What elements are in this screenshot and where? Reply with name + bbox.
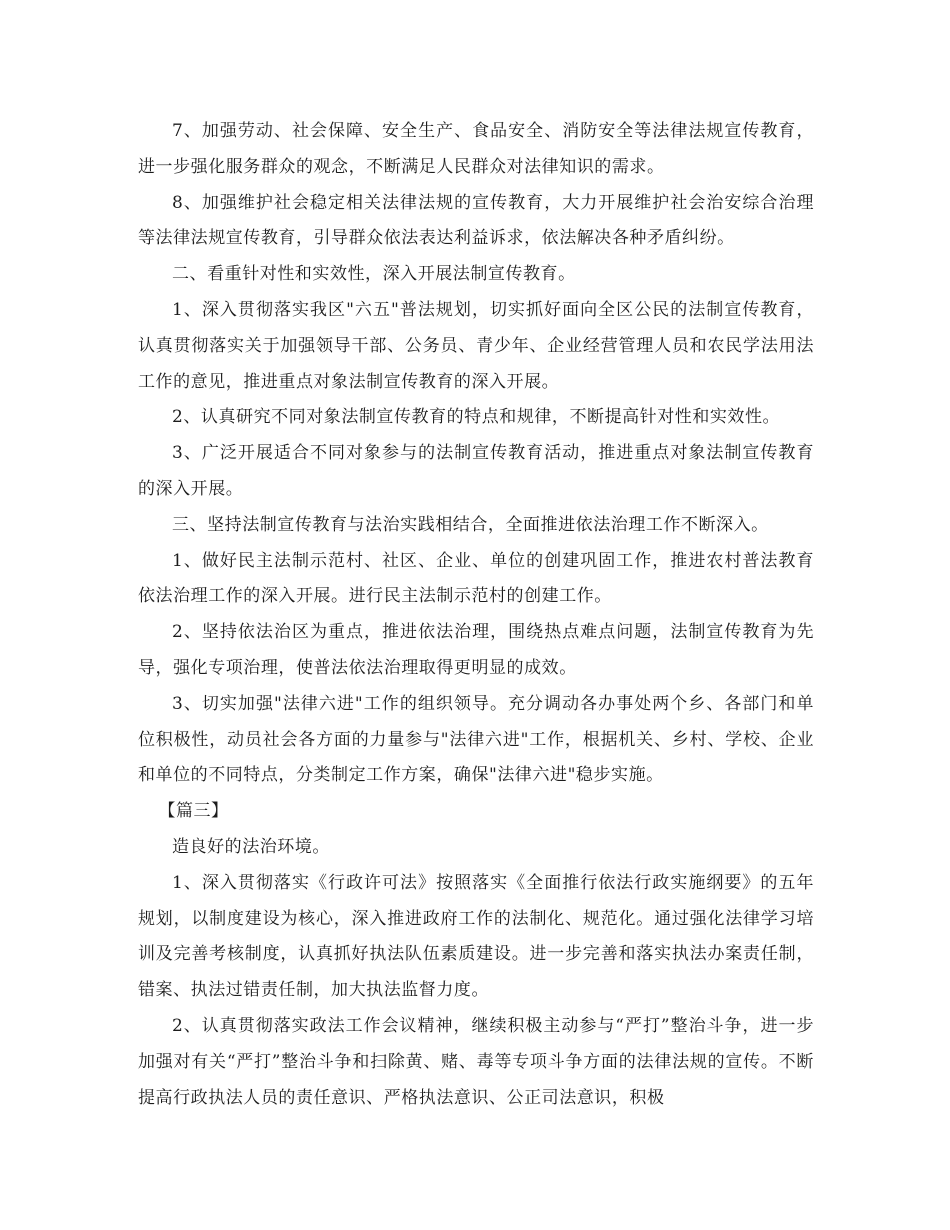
paragraph-three-item-1: 1、做好民主法制示范村、社区、企业、单位的创建巩固工作，推进农村普法教育依法治理工作的深入开展。进行民主法制示范村的创建工作。 (138, 550, 814, 607)
part-three-heading: 【篇三】 (158, 801, 229, 822)
part-three-intro: 造良好的法治环境。 (172, 836, 330, 857)
part-three-item-2: 2、认真贯彻落实政法工作会议精神，继续积极主动参与“严打”整治斗争，进一步加强对有关“严打”整治斗争和扫除黄、赌、毒等专项斗争方面的法律法规的宣传。不断提高行政执法人员的责任意识、严格执法意识、公正司法意识，积极 (138, 1015, 814, 1108)
paragraph-two-item-1: 1、深入贯彻落实我区"六五"普法规划，切实抓好面向全区公民的法制宣传教育，认真贯彻落实关于加强领导干部、公务员、青少年、企业经营管理人员和农民学法用法工作的意见，推进重点对象法制宣传教育的深入开展。 (138, 299, 814, 392)
paragraph-three-item-3: 3、切实加强"法律六进"工作的组织领导。充分调动各办事处两个乡、各部门和单位积极性，动员社会各方面的力量参与"法律六进"工作，根据机关、乡村、学校、企业和单位的不同特点，分类制定工作方案，确保"法律六进"稳步实施。 (138, 693, 814, 786)
paragraph-two-item-2: 2、认真研究不同对象法制宣传教育的特点和规律，不断提高针对性和实效性。 (172, 407, 781, 428)
section-heading-three: 三、坚持法制宣传教育与法治实践相结合，全面推进依法治理工作不断深入。 (172, 514, 769, 535)
paragraph-item-8: 8、加强维护社会稳定相关法律法规的宣传教育，大力开展维护社会治安综合治理等法律法规宣传教育，引导群众依法表达利益诉求，依法解决各种矛盾纠纷。 (138, 192, 814, 249)
document-body (138, 114, 814, 1116)
paragraph-two-item-3: 3、广泛开展适合不同对象参与的法制宣传教育活动，推进重点对象法制宣传教育的深入开展。 (138, 443, 814, 499)
part-three-item-1: 1、深入贯彻落实《行政许可法》按照落实《全面推行依法行政实施纲要》的五年规划，以制度建设为核心，深入推进政府工作的法制化、规范化。通过强化法律学习培训及完善考核制度，认真抓好执法队伍素质建设。进一步完善和落实执法办案责任制，错案、执法过错责任制，加大执法监督力度。 (138, 872, 814, 1001)
paragraph-three-item-2: 2、坚持依法治区为重点，推进依法治理，围绕热点难点问题，法制宣传教育为先导，强化专项治理，使普法依法治理取得更明显的成效。 (138, 622, 814, 678)
paragraph-item-7: 7、加强劳动、社会保障、安全生产、食品安全、消防安全等法律法规宣传教育，进一步强化服务群众的观念，不断满足人民群众对法律知识的需求。 (138, 121, 814, 177)
section-heading-two: 二、看重针对性和实效性，深入开展法制宣传教育。 (172, 264, 576, 285)
